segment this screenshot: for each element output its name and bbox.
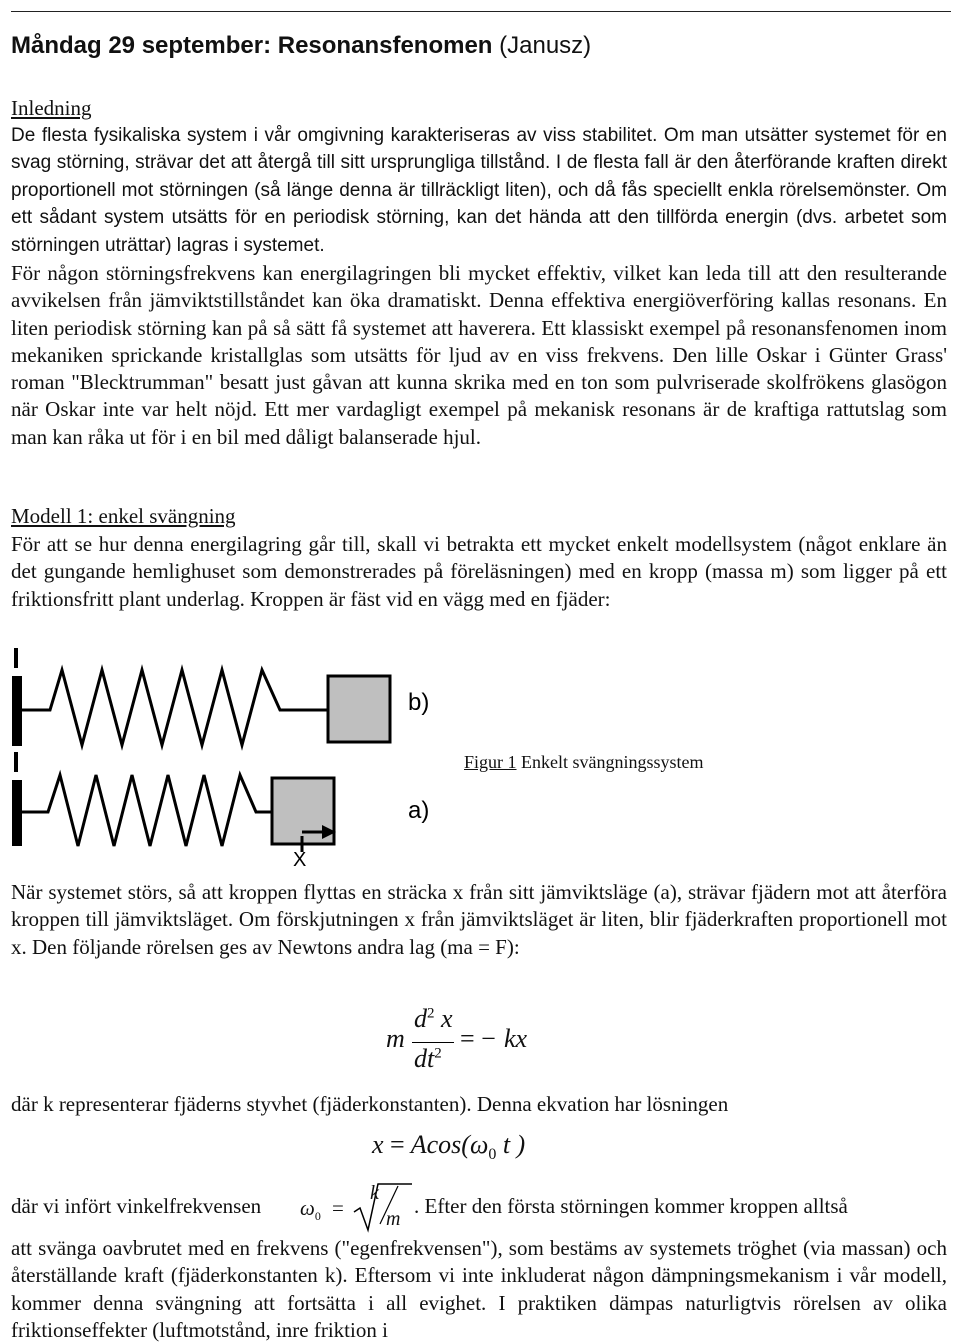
k-line: där k representerar fjäderns styvhet (fjäderkonstanten). Denna ekvation har lösningen — [11, 1092, 729, 1116]
eq-m: m — [386, 1024, 405, 1053]
wall-tick-a — [14, 752, 18, 772]
spring-a — [22, 775, 272, 846]
intro-line-3: I de flesta fall är den återförande kraften direkt proportionell mot störningen (så länge denna är tillräckligt liten), och då fås speciellt enkla rörelsemönster. Om ett sådant system utsätts för en periodisk störning, kan det hända att den tillförda energin (dvs. arbetet som störningen uträttar) lagras i systemet. — [11, 152, 947, 256]
eq-numerator: $d^2$ x — [414, 1004, 453, 1033]
after-figure-paragraph: När systemet störs, så att kroppen flyttas en sträcka x från sitt jämviktsläge (a), strävar fjädern mot att återföra kroppen till jämviktsläget. Om förskjutningen x från jämviktsläget är liten, blir fjäderkraften proportionell mot x. Den följande rörelsen ges av Newtons andra lag (ma = F): — [11, 880, 947, 959]
intro-line-2: systemet för en svag störning, strävar det att återgå till sitt ursprungliga tillstånd. — [11, 125, 947, 174]
equation-solution: $x = Acos(\omega_0$ t ) — [372, 1130, 526, 1164]
model-paragraph: För att se hur denna energilagring går till, skall vi betrakta ett mycket enkelt modellsystem (något enklare än det gungande hemlighuset som demonstrerades på föreläsningen) med en kropp (massa m) som ligger på ett friktionsfritt plant underlag. Kroppen är fäst vid en vägg med en fjäder: — [11, 532, 947, 611]
label-x: X — [293, 849, 307, 870]
page-title — [11, 32, 591, 60]
wall-tick-b — [14, 648, 18, 668]
label-b: b) — [408, 689, 430, 716]
figure-b-system — [12, 648, 390, 746]
model-heading: Modell 1: enkel svängning — [11, 504, 236, 528]
eq-denominator: $dt^2$ — [414, 1044, 442, 1073]
intro-line-4: För någon störningsfrekvens kan energilagringen bli mycket effektiv, vilket kan leda till att den resulterande avvikelsen från jämviktstillståndet kan öka dramatiskt. Denna effektiva energiöverföring kallas resonans. En liten periodisk störning kan på så sätt få systemet att haverera. Ett klassiskt exempel på resonansfenomen inom mekaniken sprickande kristallglas som utsätts för ljud av en viss frekvens. Den lille Oskar i Günter Grass' roman "Blecktrumman" besatt just gåvan att kunna skrika med en ton som pulvriserade skolfrökens glasögon när Oskar inte var helt nöjd. Ett mer vardagligt exempel på mekanisk resonans är de kraftiga rattutslag som man kan råka ut för i en bil med dåligt balanserade hjul. — [11, 261, 947, 449]
sqrt-sign — [352, 1180, 414, 1234]
sqrt-k: k — [370, 1182, 379, 1204]
wall-b — [12, 676, 22, 746]
intro-paragraph — [11, 122, 947, 259]
omega-equals: = — [332, 1196, 344, 1220]
wall-a — [12, 780, 22, 846]
final-paragraph: att svänga oavbrutet med en frekvens ("egenfrekvensen"), som bestäms av systemets tröghet (via massan) och återställande kraft (fjäderkonstanten k). Eftersom vi inte inkluderat någon dämpningsmekanism i vår modell, kommer denna svängning att fortsätta i all evighet. I praktiken dämpas naturligtvis rörelsen av olika friktionseffekter (luftmotstånd, inre friktion i — [11, 1236, 947, 1342]
equation-omega — [300, 1180, 418, 1234]
top-rule — [11, 11, 951, 12]
mass-b — [328, 676, 390, 742]
eq-equals: = − — [460, 1024, 496, 1053]
sqrt-m: m — [386, 1208, 401, 1230]
figure-caption-prefix: Figur 1 — [464, 752, 517, 772]
eq-fraction-bar — [412, 1042, 454, 1043]
eq-rhs: kx — [504, 1024, 528, 1053]
equation-newton — [386, 1004, 556, 1084]
omega-symbol: $\omega_0$ — [300, 1196, 321, 1224]
omega-line-suffix: . Efter den första störningen kommer kroppen alltså — [414, 1194, 848, 1218]
intro-paragraph-2 — [11, 260, 947, 451]
figure-caption-text: Enkelt svängningssystem — [516, 752, 704, 772]
intro-line-1: De flesta fysikaliska system i vår omgivning karakteriseras av viss stabilitet. Om man utsätter — [11, 125, 808, 146]
title-author: (Janusz) — [499, 32, 592, 59]
omega-line-prefix: där vi infört vinkelfrekvensen — [11, 1194, 262, 1218]
spring-b — [22, 670, 328, 745]
intro-heading: Inledning — [11, 96, 92, 120]
label-a: a) — [408, 797, 430, 824]
omega-line — [11, 1194, 261, 1219]
title-main: Måndag 29 september: Resonansfenomen — [11, 32, 493, 59]
figure-a-system — [12, 752, 336, 852]
figure-caption — [464, 752, 704, 773]
